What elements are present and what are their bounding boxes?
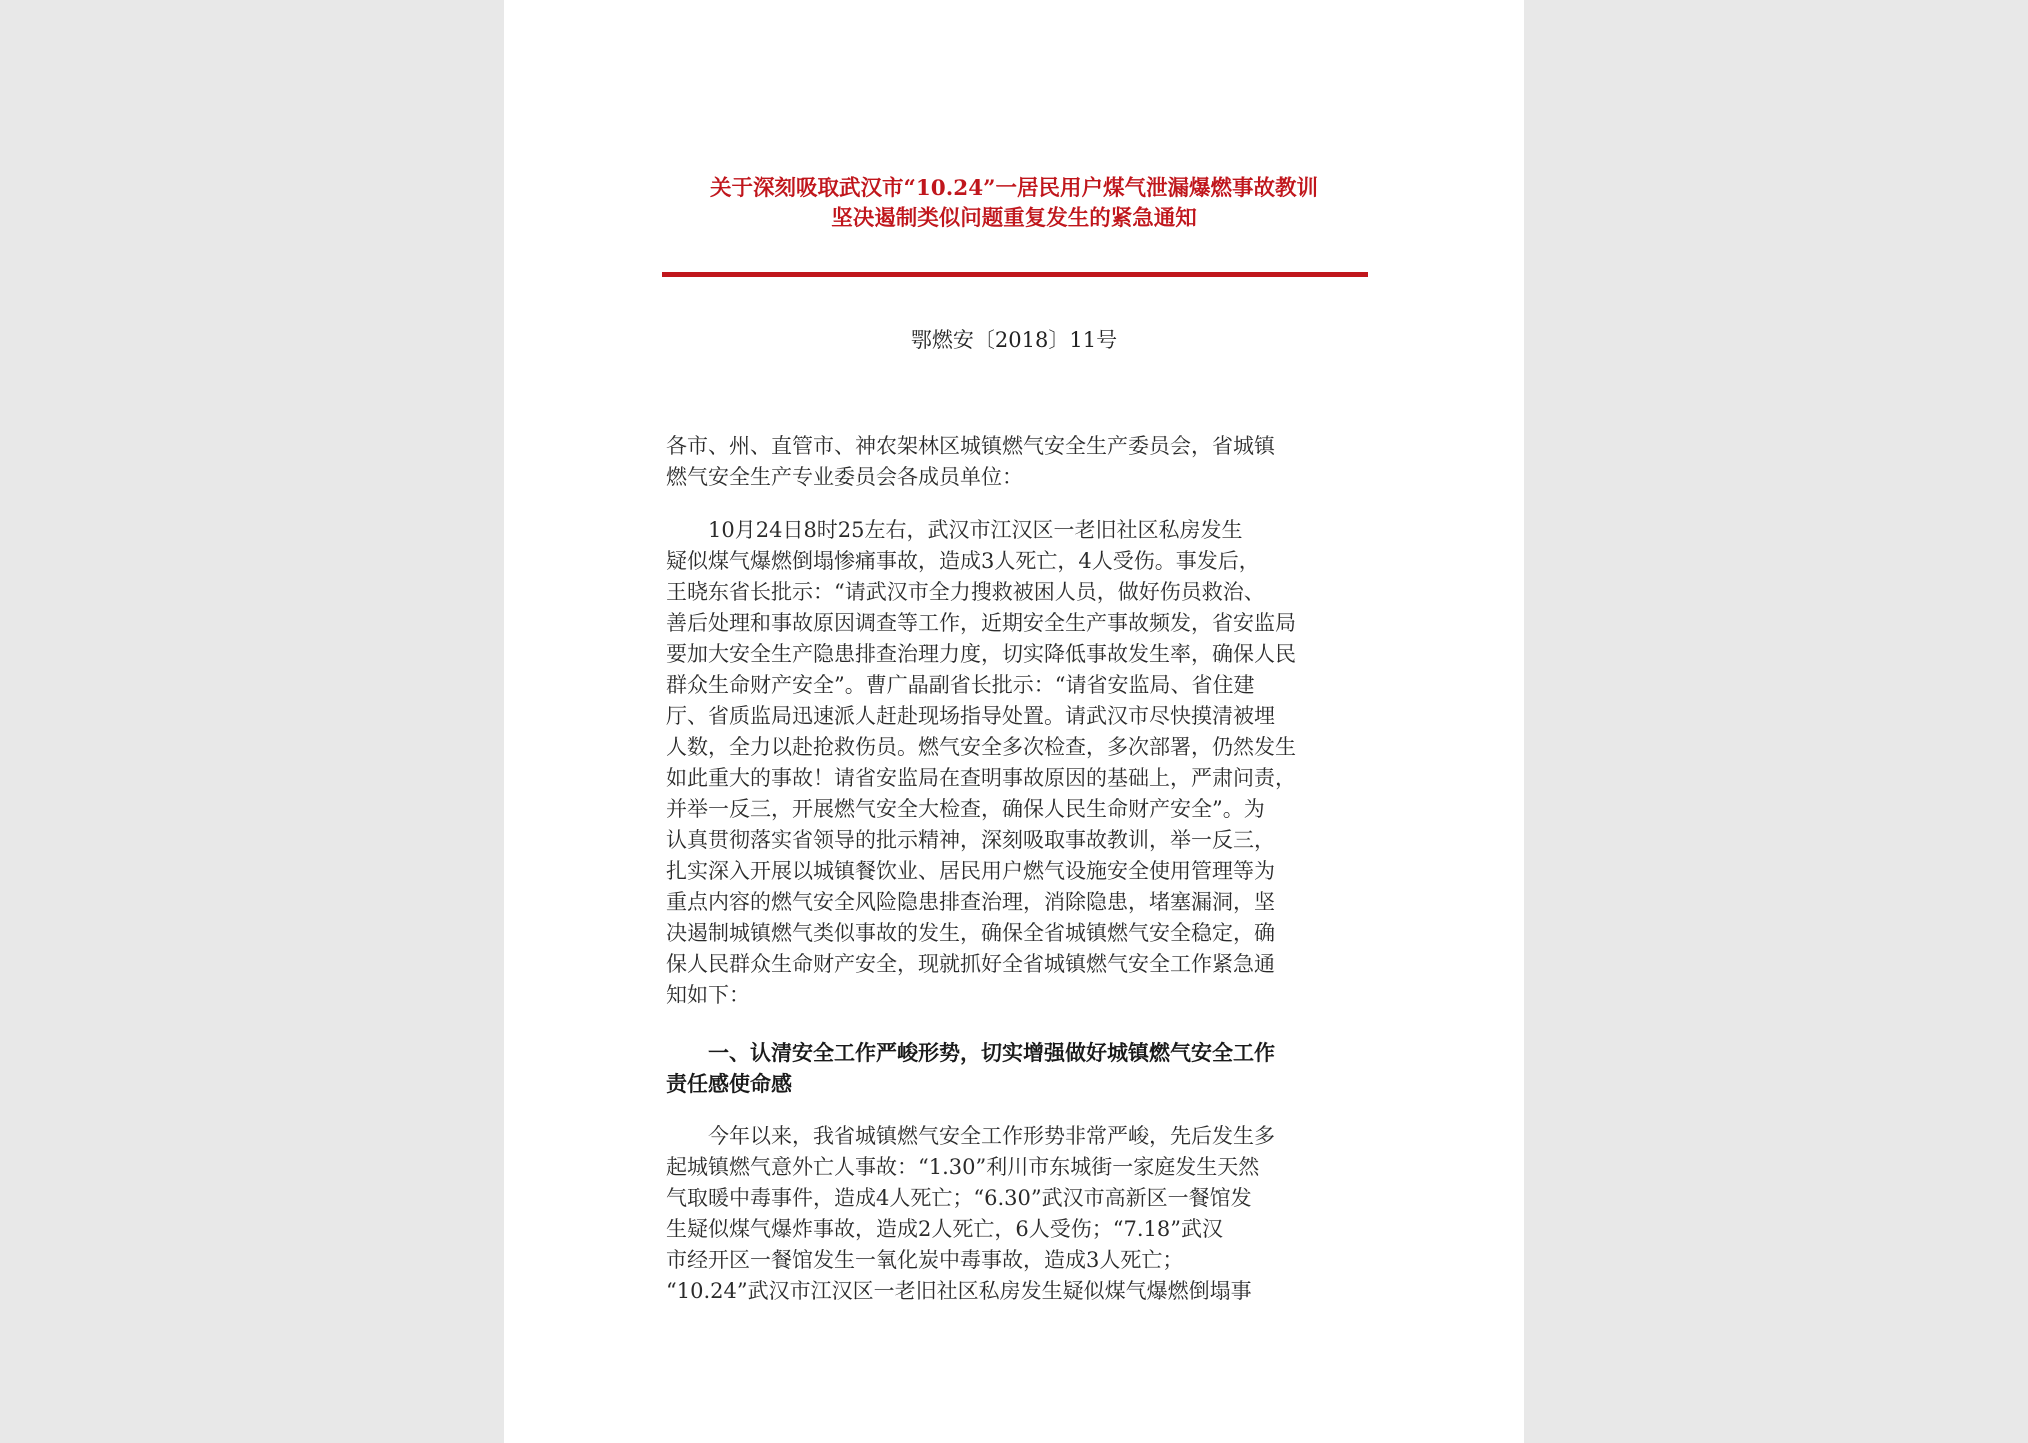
document-number: 鄂燃安〔2018〕11号 (910, 328, 1118, 352)
paragraph-line: 王晓东省长批示：“请武汉市全力搜救被困人员，做好伤员救治、 (666, 580, 1265, 604)
paragraph-line: 扎实深入开展以城镇餐饮业、居民用户燃气设施安全使用管理等为 (666, 859, 1275, 883)
paragraph-line: 10月24日8时25左右，武汉市江汉区一老旧社区私房发生 (666, 518, 1243, 542)
section-heading-1 (666, 1037, 1372, 1099)
red-divider-rule (662, 272, 1368, 277)
paragraph-line: 市经开区一餐馆发生一氧化炭中毒事故，造成3人死亡； (666, 1248, 1184, 1272)
paragraph-line: 知如下： (666, 983, 750, 1007)
salutation-line: 各市、州、直管市、神农架林区城镇燃气安全生产委员会，省城镇 (666, 434, 1275, 458)
paragraph-line: 认真贯彻落实省领导的批示精神，深刻吸取事故教训，举一反三， (666, 828, 1275, 852)
paragraph-2 (666, 1121, 1372, 1307)
paragraph-line: 气取暖中毒事件，造成4人死亡；“6.30”武汉市高新区一餐馆发 (666, 1186, 1252, 1210)
paragraph-line: 今年以来，我省城镇燃气安全工作形势非常严峻，先后发生多 (666, 1124, 1275, 1148)
paragraph-line: 如此重大的事故！请省安监局在查明事故原因的基础上，严肃问责， (666, 766, 1296, 790)
paragraph-line: 决遏制城镇燃气类似事故的发生，确保全省城镇燃气安全稳定，确 (666, 921, 1275, 945)
salutation-line: 燃气安全生产专业委员会各成员单位： (666, 465, 1023, 489)
paragraph-line: 善后处理和事故原因调查等工作，近期安全生产事故频发，省安监局 (666, 611, 1296, 635)
paragraph-line: 疑似煤气爆燃倒塌惨痛事故，造成3人死亡，4人受伤。事发后， (666, 549, 1260, 573)
paragraph-line: 要加大安全生产隐患排查治理力度，切实降低事故发生率，确保人民 (666, 642, 1296, 666)
paragraph-line: 人数，全力以赴抢救伤员。燃气安全多次检查，多次部署，仍然发生 (666, 735, 1296, 759)
paragraph-line: 并举一反三，开展燃气安全大检查，确保人民生命财产安全”。为 (666, 797, 1265, 821)
document-title (654, 174, 1374, 234)
paragraph-line: 重点内容的燃气安全风险隐患排查治理，消除隐患，堵塞漏洞，坚 (666, 890, 1275, 914)
heading-line: 责任感使命感 (666, 1071, 792, 1096)
heading-line: 一、认清安全工作严峻形势，切实增强做好城镇燃气安全工作 (666, 1040, 1275, 1065)
paragraph-line: 保人民群众生命财产安全，现就抓好全省城镇燃气安全工作紧急通 (666, 952, 1275, 976)
paragraph-1 (666, 515, 1372, 1011)
paragraph-line: 厅、省质监局迅速派人赶赴现场指导处置。请武汉市尽快摸清被埋 (666, 704, 1275, 728)
salutation (666, 431, 1372, 493)
paragraph-line: “10.24”武汉市江汉区一老旧社区私房发生疑似煤气爆燃倒塌事 (666, 1279, 1252, 1303)
title-line-1: 关于深刻吸取武汉市“10.24”一居民用户煤气泄漏爆燃事故教训 (709, 176, 1319, 201)
document-page (504, 0, 1524, 1443)
title-line-2: 坚决遏制类似问题重复发生的紧急通知 (831, 206, 1197, 231)
paragraph-line: 起城镇燃气意外亡人事故：“1.30”利川市东城街一家庭发生天然 (666, 1155, 1260, 1179)
paragraph-line: 生疑似煤气爆炸事故，造成2人死亡，6人受伤；“7.18”武汉 (666, 1217, 1223, 1241)
paragraph-line: 群众生命财产安全”。曹广晶副省长批示：“请省安监局、省住建 (666, 673, 1255, 697)
